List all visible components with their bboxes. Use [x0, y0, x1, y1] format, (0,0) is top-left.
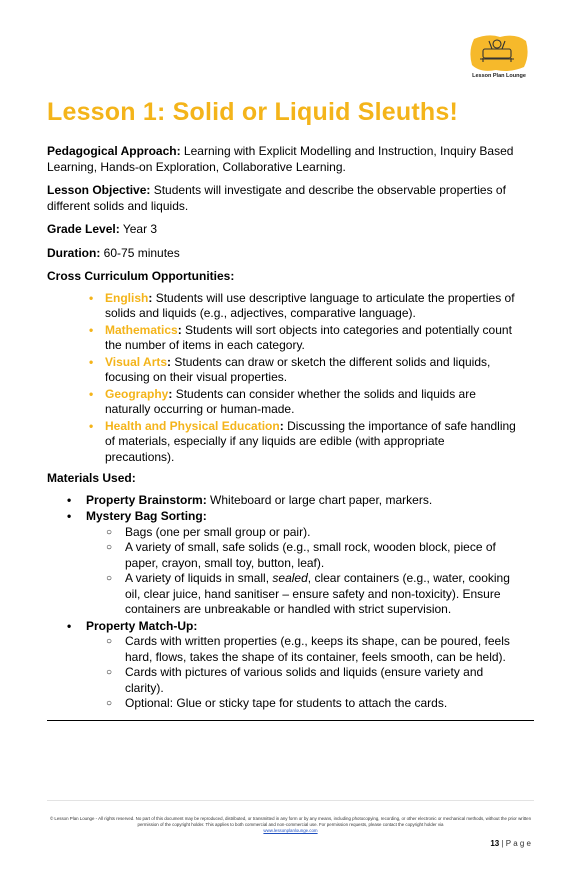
bullet-icon: • [89, 290, 94, 305]
cross-curriculum-heading [47, 269, 517, 285]
brainstorm-label: Property Brainstorm: [86, 492, 207, 507]
sublist-text: Bags (one per small group or pair). [125, 524, 311, 539]
grade-label: Grade Level: [47, 222, 120, 236]
emphasis-text: sealed [272, 571, 308, 585]
grade-text: Year 3 [122, 222, 158, 236]
page-number [490, 839, 531, 848]
duration-label: Duration: [47, 245, 101, 260]
list-item: • English: Students will use descriptive language to articulate the properties of solids and liquids (e.g., adjectives, comparative language). [89, 290, 515, 320]
cross-curriculum-list [47, 291, 517, 466]
sublist-item [86, 634, 517, 665]
circle-bullet-icon: ○ [106, 698, 113, 709]
pedagogical-approach [47, 144, 517, 175]
bullet-icon: • [67, 618, 72, 633]
subject-label: Health and Physical Education [105, 418, 280, 433]
brainstorm-text: Whiteboard or large chart paper, markers. [210, 492, 433, 507]
bullet-icon: • [89, 354, 94, 369]
circle-bullet-icon: ○ [106, 573, 113, 584]
sublist-text: Optional: Glue or sticky tape for students to attach the cards. [125, 696, 448, 710]
website-link[interactable]: www.lessonplanlounge.com [263, 828, 318, 833]
mystery-label: Mystery Bag Sorting: [86, 509, 207, 523]
footer-divider [47, 800, 534, 801]
bullet-icon: • [67, 509, 72, 523]
sublist-text: A variety of liquids in small, [125, 571, 270, 585]
section-divider [47, 720, 534, 721]
pedagogical-label: Pedagogical Approach: [47, 144, 181, 158]
grade-level [47, 222, 517, 238]
bullet-icon: • [89, 322, 94, 337]
sublist-item [86, 696, 517, 712]
bullet-icon: • [89, 386, 94, 401]
sublist-text: Cards with pictures of various solids and liquids (ensure variety and clarity). [125, 665, 484, 695]
sublist-item [86, 665, 517, 696]
matchup-label: Property Match-Up: [86, 618, 198, 633]
sublist-text: Cards with written properties (e.g., keeps its shape, can be poured, feels hard, flows, takes the shape of its container, feels smooth, can be held). [125, 634, 510, 664]
subject-text: Students can consider whether the solids and liquids are naturally occurring or human-made. [105, 386, 476, 416]
duration [47, 246, 517, 262]
footer-copyright [47, 816, 534, 834]
list-item [47, 509, 517, 618]
bullet-icon: • [67, 492, 72, 507]
logo-text: Lesson Plan Lounge [472, 73, 526, 79]
copyright-text: © Lesson Plan Lounge - All rights reserved. No part of this document may be reproduced, distributed, or transmitted in any form or by any means, including photocopying, recording, or other electronic or mechanical methods, without the prior written permission of the copyright holder. This applies to both commercial and non-commercial use. For permission requests, please contact the copyright holder via [49, 816, 532, 827]
lesson-objective [47, 183, 517, 214]
mystery-sublist [86, 525, 517, 618]
subject-text: Students can draw or sketch the different solids and liquids, focusing on their visual properties. [105, 354, 491, 384]
objective-label: Lesson Objective: [47, 183, 151, 197]
sublist-item [86, 540, 517, 571]
subject-label: English [105, 290, 149, 305]
cross-curriculum-heading-text: Cross Curriculum Opportunities: [47, 269, 235, 283]
materials-heading [47, 471, 517, 487]
pedagogical-text: Learning with Explicit Modelling and Instruction, Inquiry Based Learning, Hands-on Exploration, Collaborative Learning. [47, 144, 514, 174]
sublist-text: clear containers (e.g., water, cooking oil, clear juice, hand sanitiser – ensure safety and non-toxicity). Ensure containers are unbreakable or handled with strict supervision. [125, 571, 510, 616]
subject-label: Geography [105, 386, 169, 401]
list-item [47, 493, 517, 509]
list-item [47, 619, 517, 712]
subject-label: Visual Arts [105, 354, 168, 369]
objective-text: Students will investigate and describe the observable properties of different solids and liquids. [47, 183, 506, 213]
sublist-item: ○ A variety of liquids in small, sealed, clear containers (e.g., water, cooking oil, clear juice, hand sanitiser – ensure safety and non-toxicity). Ensure containers are unbreakable or handled with strict supervision. [106, 571, 510, 616]
materials-heading-text: Materials Used: [47, 471, 136, 485]
circle-bullet-icon: ○ [106, 526, 113, 538]
lesson-content [47, 144, 517, 713]
page-number-value: 13 [490, 839, 500, 848]
duration-text: 60-75 minutes [103, 245, 180, 260]
list-item: • Geography: Students can consider whether the solids and liquids are naturally occurring or human-made. [89, 386, 476, 416]
subject-text: Students will use descriptive language to articulate the properties of solids and liquids (e.g., adjectives, comparative language). [105, 290, 515, 320]
page-label: | P a g e [501, 839, 531, 848]
circle-bullet-icon: ○ [106, 667, 113, 678]
circle-bullet-icon: ○ [106, 542, 113, 553]
bullet-icon: • [89, 418, 94, 433]
page-title: Lesson 1: Solid or Liquid Sleuths! [47, 98, 458, 126]
subject-label: Mathematics [105, 322, 178, 337]
subject-text: Discussing the importance of safe handling of materials, especially if any liquids are edible (with appropriate precautions). [105, 418, 516, 464]
list-item: • Mathematics: Students will sort objects into categories and potentially count the number of items in each category. [89, 322, 512, 352]
circle-bullet-icon: ○ [106, 636, 113, 647]
matchup-sublist [86, 634, 517, 712]
materials-list [47, 493, 517, 712]
sublist-item [86, 525, 517, 541]
sublist-text: A variety of small, safe solids (e.g., small rock, wooden block, piece of paper, crayon, small toy, button, leaf). [125, 540, 496, 570]
list-item: • Health and Physical Education: Discussing the importance of safe handling of materials, especially if any liquids are edible (with appropriate precautions). [89, 418, 516, 464]
subject-text: Students will sort objects into categories and potentially count the number of items in each category. [105, 322, 512, 352]
list-item: • Visual Arts: Students can draw or sketch the different solids and liquids, focusing on their visual properties. [89, 354, 491, 384]
